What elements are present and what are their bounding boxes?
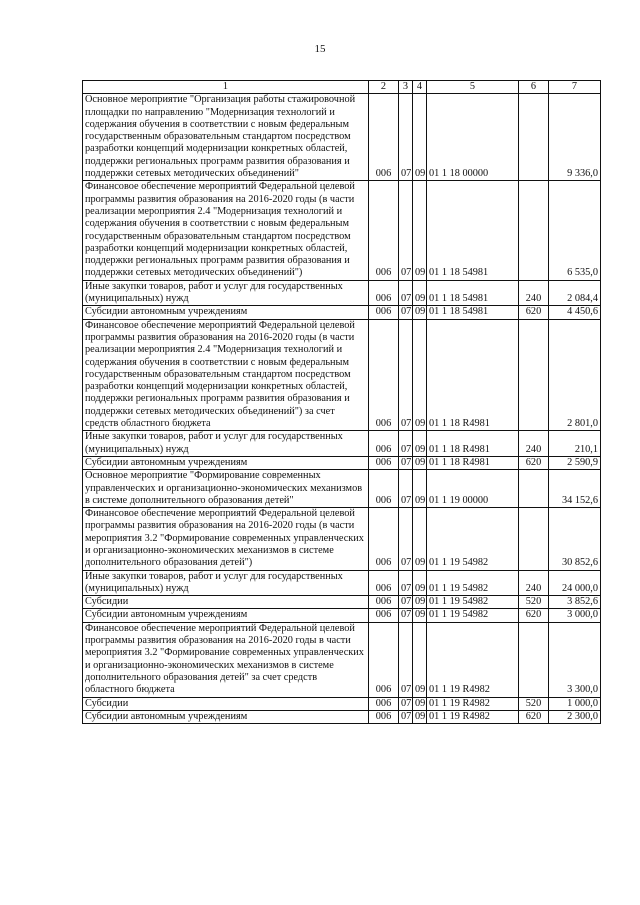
row-expense-type — [519, 622, 549, 697]
row-section-code: 07 — [399, 181, 413, 280]
row-admin-code: 006 — [369, 431, 399, 457]
table-row — [83, 596, 601, 609]
row-subsection-code: 09 — [413, 306, 427, 319]
row-expense-type: 620 — [519, 609, 549, 622]
table-row — [83, 470, 601, 508]
row-description: Субсидии автономным учреждениям — [83, 609, 369, 622]
table-row — [83, 710, 601, 723]
row-subsection-code: 09 — [413, 456, 427, 469]
row-section-code: 07 — [399, 697, 413, 710]
budget-table — [82, 80, 601, 724]
row-section-code: 07 — [399, 456, 413, 469]
row-target-article: 01 1 19 54982 — [427, 570, 519, 596]
row-admin-code: 006 — [369, 280, 399, 306]
row-target-article: 01 1 18 54981 — [427, 306, 519, 319]
row-expense-type — [519, 508, 549, 570]
row-subsection-code: 09 — [413, 508, 427, 570]
row-section-code: 07 — [399, 431, 413, 457]
row-section-code: 07 — [399, 280, 413, 306]
row-admin-code: 006 — [369, 319, 399, 431]
table-row — [83, 697, 601, 710]
row-amount: 1 000,0 — [549, 697, 601, 710]
row-amount: 2 300,0 — [549, 710, 601, 723]
row-admin-code: 006 — [369, 470, 399, 508]
row-expense-type: 620 — [519, 710, 549, 723]
row-description: Субсидии — [83, 697, 369, 710]
row-target-article: 01 1 18 R4981 — [427, 456, 519, 469]
row-target-article: 01 1 18 54981 — [427, 181, 519, 280]
table-row — [83, 94, 601, 181]
row-admin-code: 006 — [369, 609, 399, 622]
row-section-code: 07 — [399, 508, 413, 570]
row-target-article: 01 1 19 R4982 — [427, 710, 519, 723]
row-target-article: 01 1 19 R4982 — [427, 697, 519, 710]
row-amount: 3 000,0 — [549, 609, 601, 622]
row-target-article: 01 1 19 54982 — [427, 508, 519, 570]
row-amount: 4 450,6 — [549, 306, 601, 319]
row-target-article: 01 1 18 54981 — [427, 280, 519, 306]
row-admin-code: 006 — [369, 596, 399, 609]
column-header: 1 — [83, 81, 369, 94]
row-target-article: 01 1 18 R4981 — [427, 319, 519, 431]
row-expense-type: 520 — [519, 697, 549, 710]
row-description: Основное мероприятие "Формирование современных управленческих и организационно-экономических механизмов в системе дополнительного образования детей" — [83, 470, 369, 508]
row-subsection-code: 09 — [413, 570, 427, 596]
row-description: Основное мероприятие "Организация работы стажировочной площадки по направлению "Модернизация технологий и содержания обучения в соответствии с новым федеральным государственным образовательным стандартом посредством разработки концепций модернизации конкретных областей, поддержки региональных программ развития образования и поддержки сетевых методических объединений" — [83, 94, 369, 181]
page-number: 15 — [314, 43, 326, 55]
row-expense-type — [519, 319, 549, 431]
table-row — [83, 570, 601, 596]
row-expense-type — [519, 94, 549, 181]
row-amount: 2 084,4 — [549, 280, 601, 306]
row-amount: 24 000,0 — [549, 570, 601, 596]
row-admin-code: 006 — [369, 181, 399, 280]
row-admin-code: 006 — [369, 306, 399, 319]
row-section-code: 07 — [399, 319, 413, 431]
row-section-code: 07 — [399, 609, 413, 622]
row-section-code: 07 — [399, 94, 413, 181]
row-description: Финансовое обеспечение мероприятий Федеральной целевой программы развития образования на 2016-2020 годы в части мероприятия 3.2 "Формирование современных управленческих и организационно-экономических механизмов в системе дополнительного образования детей" за счет средств областного бюджета — [83, 622, 369, 697]
row-subsection-code: 09 — [413, 697, 427, 710]
row-admin-code: 006 — [369, 456, 399, 469]
column-header: 3 — [399, 81, 413, 94]
row-section-code: 07 — [399, 596, 413, 609]
row-section-code: 07 — [399, 710, 413, 723]
row-subsection-code: 09 — [413, 609, 427, 622]
column-header: 7 — [549, 81, 601, 94]
row-description: Иные закупки товаров, работ и услуг для государственных (муниципальных) нужд — [83, 280, 369, 306]
header-row — [83, 81, 601, 94]
row-admin-code: 006 — [369, 570, 399, 596]
row-admin-code: 006 — [369, 94, 399, 181]
row-subsection-code: 09 — [413, 280, 427, 306]
row-target-article: 01 1 19 R4982 — [427, 622, 519, 697]
row-expense-type — [519, 470, 549, 508]
row-expense-type: 240 — [519, 431, 549, 457]
row-amount: 6 535,0 — [549, 181, 601, 280]
row-subsection-code: 09 — [413, 596, 427, 609]
table-row — [83, 280, 601, 306]
table-row — [83, 306, 601, 319]
row-description: Субсидии — [83, 596, 369, 609]
row-expense-type: 620 — [519, 306, 549, 319]
column-header: 6 — [519, 81, 549, 94]
row-amount: 30 852,6 — [549, 508, 601, 570]
table-row — [83, 181, 601, 280]
row-amount: 3 852,6 — [549, 596, 601, 609]
table-row — [83, 456, 601, 469]
row-description: Иные закупки товаров, работ и услуг для государственных (муниципальных) нужд — [83, 570, 369, 596]
table-row — [83, 622, 601, 697]
row-amount: 34 152,6 — [549, 470, 601, 508]
row-section-code: 07 — [399, 470, 413, 508]
row-expense-type: 520 — [519, 596, 549, 609]
row-expense-type: 240 — [519, 570, 549, 596]
row-subsection-code: 09 — [413, 319, 427, 431]
row-expense-type — [519, 181, 549, 280]
row-section-code: 07 — [399, 622, 413, 697]
row-target-article: 01 1 18 00000 — [427, 94, 519, 181]
row-description: Финансовое обеспечение мероприятий Федеральной целевой программы развития образования на 2016-2020 годы (в части мероприятия 3.2 "Формирование современных управленческих и организационно-экономических механизмов в системе дополнительного образования детей") — [83, 508, 369, 570]
column-header: 4 — [413, 81, 427, 94]
row-admin-code: 006 — [369, 697, 399, 710]
row-admin-code: 006 — [369, 710, 399, 723]
column-header: 2 — [369, 81, 399, 94]
row-section-code: 07 — [399, 306, 413, 319]
table-row — [83, 609, 601, 622]
row-description: Субсидии автономным учреждениям — [83, 306, 369, 319]
row-expense-type: 620 — [519, 456, 549, 469]
row-subsection-code: 09 — [413, 94, 427, 181]
row-description: Субсидии автономным учреждениям — [83, 456, 369, 469]
row-target-article: 01 1 18 R4981 — [427, 431, 519, 457]
row-description: Иные закупки товаров, работ и услуг для государственных (муниципальных) нужд — [83, 431, 369, 457]
row-subsection-code: 09 — [413, 181, 427, 280]
row-amount: 210,1 — [549, 431, 601, 457]
row-section-code: 07 — [399, 570, 413, 596]
table-row — [83, 508, 601, 570]
row-target-article: 01 1 19 00000 — [427, 470, 519, 508]
row-subsection-code: 09 — [413, 710, 427, 723]
row-description: Финансовое обеспечение мероприятий Федеральной целевой программы развития образования на 2016-2020 годы (в части реализации мероприятия 2.4 "Модернизация технологий и содержания обучения в соответствии с новым федеральным государственным образовательным стандартом посредством разработки концепций модернизации конкретных областей, поддержки региональных программ развития образования и поддержки сетевых методических объединений") — [83, 181, 369, 280]
row-target-article: 01 1 19 54982 — [427, 609, 519, 622]
row-amount: 2 801,0 — [549, 319, 601, 431]
row-subsection-code: 09 — [413, 470, 427, 508]
row-description: Субсидии автономным учреждениям — [83, 710, 369, 723]
row-subsection-code: 09 — [413, 431, 427, 457]
row-amount: 3 300,0 — [549, 622, 601, 697]
table-row — [83, 431, 601, 457]
row-expense-type: 240 — [519, 280, 549, 306]
row-description: Финансовое обеспечение мероприятий Федеральной целевой программы развития образования на 2016-2020 годы (в части реализации мероприятия 2.4 "Модернизация технологий и содержания обучения в соответствии с новым федеральным государственным образовательным стандартом посредством разработки концепций модернизации конкретных областей, поддержки региональных программ развития образования и поддержки сетевых методических объединений") за счет средств областного бюджета — [83, 319, 369, 431]
row-amount: 9 336,0 — [549, 94, 601, 181]
table-row — [83, 319, 601, 431]
column-header: 5 — [427, 81, 519, 94]
row-admin-code: 006 — [369, 508, 399, 570]
row-subsection-code: 09 — [413, 622, 427, 697]
row-target-article: 01 1 19 54982 — [427, 596, 519, 609]
row-amount: 2 590,9 — [549, 456, 601, 469]
row-admin-code: 006 — [369, 622, 399, 697]
